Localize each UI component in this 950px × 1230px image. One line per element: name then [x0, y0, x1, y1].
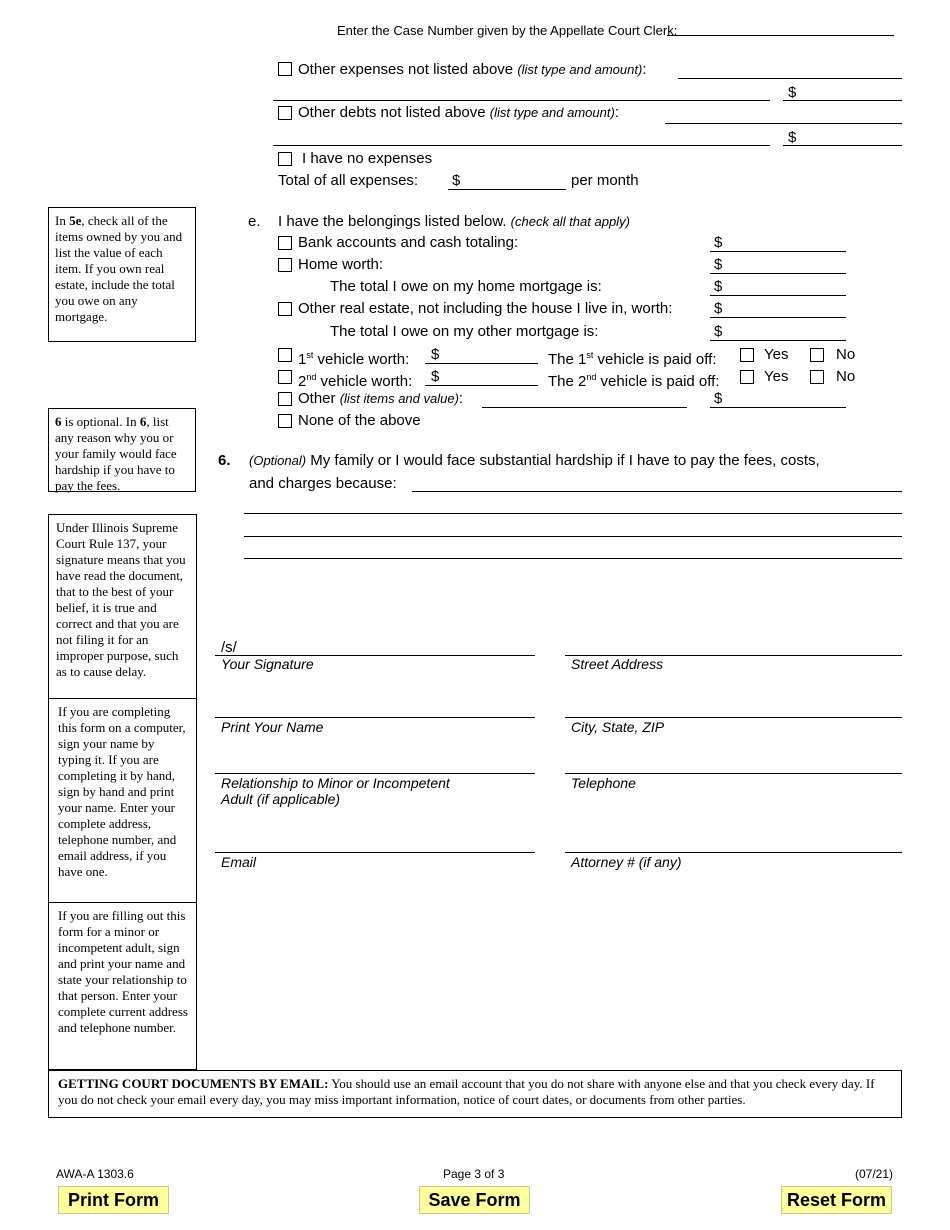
hardship-line3[interactable]	[244, 536, 902, 537]
print-name-label: Print Your Name	[221, 719, 324, 735]
vehicle1-currency: $	[431, 346, 440, 363]
other-expenses-checkbox[interactable]	[278, 62, 292, 76]
vehicle2-paid-label: The 2nd vehicle is paid off:	[548, 372, 720, 390]
home-mortgage-line[interactable]	[710, 295, 846, 296]
vehicle1-label: 1st vehicle worth:	[298, 350, 410, 368]
relationship-label-1: Relationship to Minor or Incompetent	[221, 775, 450, 791]
relationship-label-2: Adult (if applicable)	[221, 791, 341, 807]
other-real-estate-label: Other real estate, not including the house I live in, worth:	[298, 300, 673, 317]
other-real-estate-checkbox[interactable]	[278, 302, 292, 316]
belongings-intro: I have the belongings listed below. (check all that apply)	[278, 213, 630, 230]
home-mortgage-currency: $	[714, 278, 723, 295]
computer-signing-note: If you are completing this form on a computer, sign your name by typing it. If you are completing it by hand, sign by hand and print your name. Enter your complete address, telephone number, and email address, if you have one.	[49, 699, 196, 903]
city-state-zip-line[interactable]	[565, 717, 902, 718]
section-6-line1: (Optional) My family or I would face substantial hardship if I have to pay the fees, costs,	[249, 452, 820, 469]
section-6-line2: and charges because:	[249, 475, 397, 492]
other-debts-line1[interactable]	[665, 123, 902, 124]
vehicle1-no-checkbox[interactable]	[810, 348, 824, 362]
home-worth-label: Home worth:	[298, 256, 384, 273]
vehicle2-no-checkbox[interactable]	[810, 370, 824, 384]
case-number-label: Enter the Case Number given by the Appellate Court Clerk:	[337, 23, 678, 38]
other-belongings-amount-line[interactable]	[710, 407, 846, 408]
print-form-button[interactable]: Print Form	[58, 1186, 169, 1214]
vehicle1-yes-label: Yes	[764, 346, 789, 363]
hardship-line2[interactable]	[244, 513, 902, 514]
case-number-underline	[667, 35, 894, 36]
street-address-label: Street Address	[571, 656, 664, 672]
other-debts-line2[interactable]	[273, 145, 770, 146]
telephone-line[interactable]	[565, 773, 902, 774]
no-expenses-label: I have no expenses	[302, 150, 433, 167]
home-mortgage-label: The total I owe on my home mortgage is:	[330, 278, 602, 295]
print-name-line[interactable]	[215, 717, 535, 718]
email-notice-text: You should use an email account that you do not share with anyone else and that you check every day. If you do not check your email every day, you may miss important information, notice of court dates, or documents from other parties.	[58, 1076, 875, 1107]
other-mortgage-currency: $	[714, 323, 723, 340]
none-of-above-label: None of the above	[298, 412, 421, 429]
other-belongings-line[interactable]	[482, 407, 687, 408]
signature-prefix: /s/	[221, 639, 237, 656]
other-mortgage-label: The total I owe on my other mortgage is:	[330, 323, 599, 340]
other-expenses-currency: $	[788, 84, 797, 101]
vehicle1-line[interactable]	[425, 363, 538, 364]
home-worth-currency: $	[714, 256, 723, 273]
vehicle2-yes-checkbox[interactable]	[740, 370, 754, 384]
reset-form-button[interactable]: Reset Form	[781, 1186, 892, 1214]
note-6: 6 is optional. In 6, list any reason why you or your family would face hardship if you have to pay the fees.	[48, 408, 196, 492]
email-line[interactable]	[215, 852, 535, 853]
email-notice-heading: GETTING COURT DOCUMENTS BY EMAIL:	[58, 1076, 329, 1091]
bank-accounts-label: Bank accounts and cash totaling:	[298, 234, 519, 251]
vehicle2-currency: $	[431, 368, 440, 385]
total-expenses-suffix: per month	[571, 172, 639, 189]
other-expenses-line1[interactable]	[678, 78, 902, 79]
other-debts-label: Other debts not listed above (list type and amount):	[298, 104, 619, 121]
attorney-line[interactable]	[565, 852, 902, 853]
other-expenses-line2[interactable]	[273, 100, 770, 101]
form-id: AWA-A 1303.6	[56, 1167, 134, 1181]
vehicle2-label: 2nd vehicle worth:	[298, 372, 413, 390]
vehicle2-checkbox[interactable]	[278, 370, 292, 384]
telephone-label: Telephone	[571, 775, 636, 791]
other-mortgage-line[interactable]	[710, 340, 846, 341]
email-label: Email	[221, 854, 257, 870]
your-signature-label: Your Signature	[221, 656, 314, 672]
rule-137-note: Under Illinois Supreme Court Rule 137, your signature means that you have read the document, that to the best of your belief, it is true and correct and that you are not filing it for an improper purpose, such as to cause delay.	[49, 515, 196, 699]
relationship-line[interactable]	[215, 773, 535, 774]
signature-instructions-box	[48, 514, 197, 1070]
bank-accounts-checkbox[interactable]	[278, 236, 292, 250]
total-expenses-currency: $	[452, 172, 461, 189]
save-form-button[interactable]: Save Form	[419, 1186, 530, 1214]
bank-accounts-currency: $	[714, 234, 723, 251]
page-number: Page 3 of 3	[443, 1167, 505, 1181]
other-expenses-amount-line[interactable]	[783, 100, 902, 101]
home-worth-checkbox[interactable]	[278, 258, 292, 272]
form-version: (07/21)	[855, 1167, 894, 1181]
section-e-letter: e.	[248, 213, 261, 230]
vehicle1-paid-label: The 1st vehicle is paid off:	[548, 350, 717, 368]
other-debts-amount-line[interactable]	[783, 145, 902, 146]
no-expenses-checkbox[interactable]	[278, 152, 292, 166]
attorney-label: Attorney # (if any)	[571, 854, 682, 870]
other-debts-currency: $	[788, 129, 797, 146]
note-5e: In 5e, check all of the items owned by you and list the value of each item. If you own real estate, include the total you owe on any mortgage.	[48, 207, 196, 342]
vehicle1-no-label: No	[836, 346, 856, 363]
home-worth-line[interactable]	[710, 273, 846, 274]
section-6-number: 6.	[218, 452, 231, 469]
other-real-estate-currency: $	[714, 300, 723, 317]
other-debts-checkbox[interactable]	[278, 106, 292, 120]
minor-signing-note: If you are filling out this form for a minor or incompetent adult, sign and print your name and state your relationship to that person. Enter your complete current address and telephone number.	[58, 908, 188, 1035]
other-real-estate-line[interactable]	[710, 317, 846, 318]
city-state-zip-label: City, State, ZIP	[571, 719, 665, 735]
hardship-line4[interactable]	[244, 558, 902, 559]
email-notice-box	[48, 1070, 902, 1118]
vehicle2-no-label: No	[836, 368, 856, 385]
total-expenses-label: Total of all expenses:	[278, 172, 419, 189]
none-of-above-checkbox[interactable]	[278, 414, 292, 428]
bank-accounts-line[interactable]	[710, 251, 846, 252]
other-belongings-label: Other (list items and value):	[298, 390, 464, 407]
vehicle1-checkbox[interactable]	[278, 348, 292, 362]
hardship-line1[interactable]	[412, 491, 902, 492]
vehicle1-yes-checkbox[interactable]	[740, 348, 754, 362]
other-expenses-label: Other expenses not listed above (list type and amount):	[298, 61, 647, 78]
vehicle2-line[interactable]	[425, 385, 538, 386]
other-belongings-currency: $	[714, 390, 723, 407]
total-expenses-line[interactable]	[448, 189, 566, 190]
other-belongings-checkbox[interactable]	[278, 392, 292, 406]
vehicle2-yes-label: Yes	[764, 368, 789, 385]
case-number-input[interactable]	[667, 20, 894, 36]
